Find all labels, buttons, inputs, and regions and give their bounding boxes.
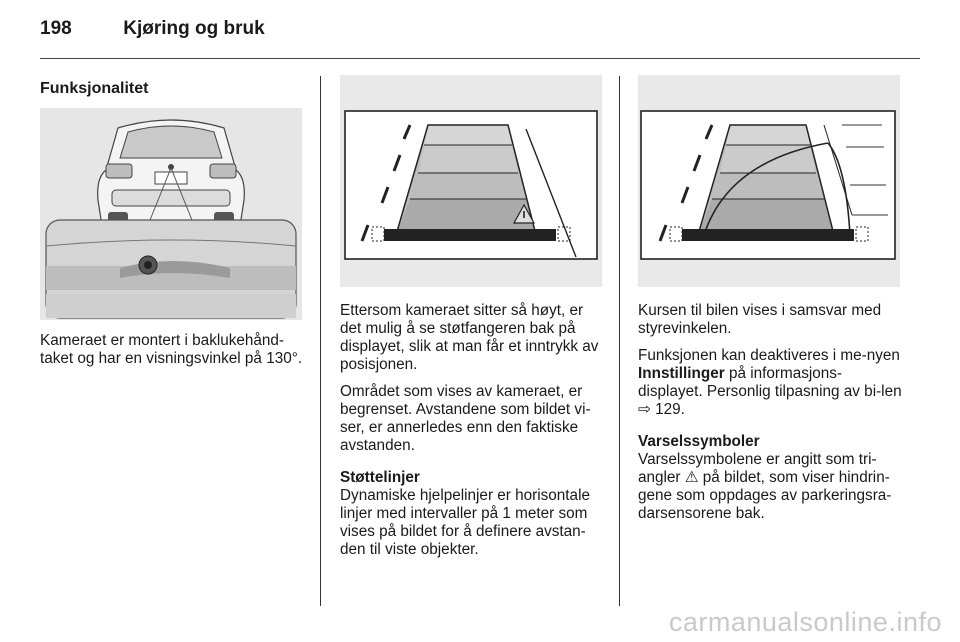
column-1-text [40,332,310,377]
column-3-text [638,302,906,532]
page-reference: 129. [655,401,685,418]
page-number: 198 [40,18,72,39]
rear-view-display-guidelines [340,75,602,287]
rear-view-display-steering-curve [638,75,900,287]
warning-triangle-icon: ⚠ [684,469,699,486]
warning-symbols-paragraph: Varselssymbolene er angitt som tri-angler ⚠ på bildet, som viser hindrin-gene som oppdages av parkeringsra-darsensorene bak. [638,451,892,522]
page-reference-arrow-icon: ⇨ [638,401,651,418]
warning-symbols-heading: Varselssymboler [638,433,760,450]
deactivate-paragraph: Funksjonen kan deaktiveres i me-nyen Innstillinger på informasjons-displayet. Personlig tilpasning av bi-len ⇨ 129. [638,347,902,418]
camera-mount-paragraph: Kameraet er montert i baklukehånd-taket og har en visningsvinkel på 130°. [40,332,303,367]
section-title: Funksjonalitet [40,80,149,97]
camera-area-paragraph: Området som vises av kameraet, er begrenset. Avstandene som bildet vi-ser, er annerledes enn den faktiske avstanden. [340,383,591,454]
column-2-text [340,302,608,568]
bumper-visibility-paragraph: Ettersom kameraet sitter så høyt, er det mulig å se støtfangeren bak på displayet, slik at man får et inntrykk av posisjonen. [340,302,599,373]
guidelines-paragraph: Dynamiske hjelpelinjer er horisontale linjer med intervaller på 1 meter som vises på bildet for å definere avstan-den til viste objekter. [340,487,590,558]
settings-menu-name: Innstillinger [638,365,725,382]
guidelines-heading: Støttelinjer [340,469,420,486]
chapter-title: Kjøring og bruk [123,18,265,39]
car-camera-illustration [40,108,302,320]
header-rule [40,58,920,59]
course-paragraph: Kursen til bilen vises i samsvar med styrevinkelen. [638,302,882,337]
page-header [40,18,265,40]
watermark: carmanualsonline.info [668,607,942,637]
column-divider-1 [320,76,321,606]
column-divider-2 [619,76,620,606]
